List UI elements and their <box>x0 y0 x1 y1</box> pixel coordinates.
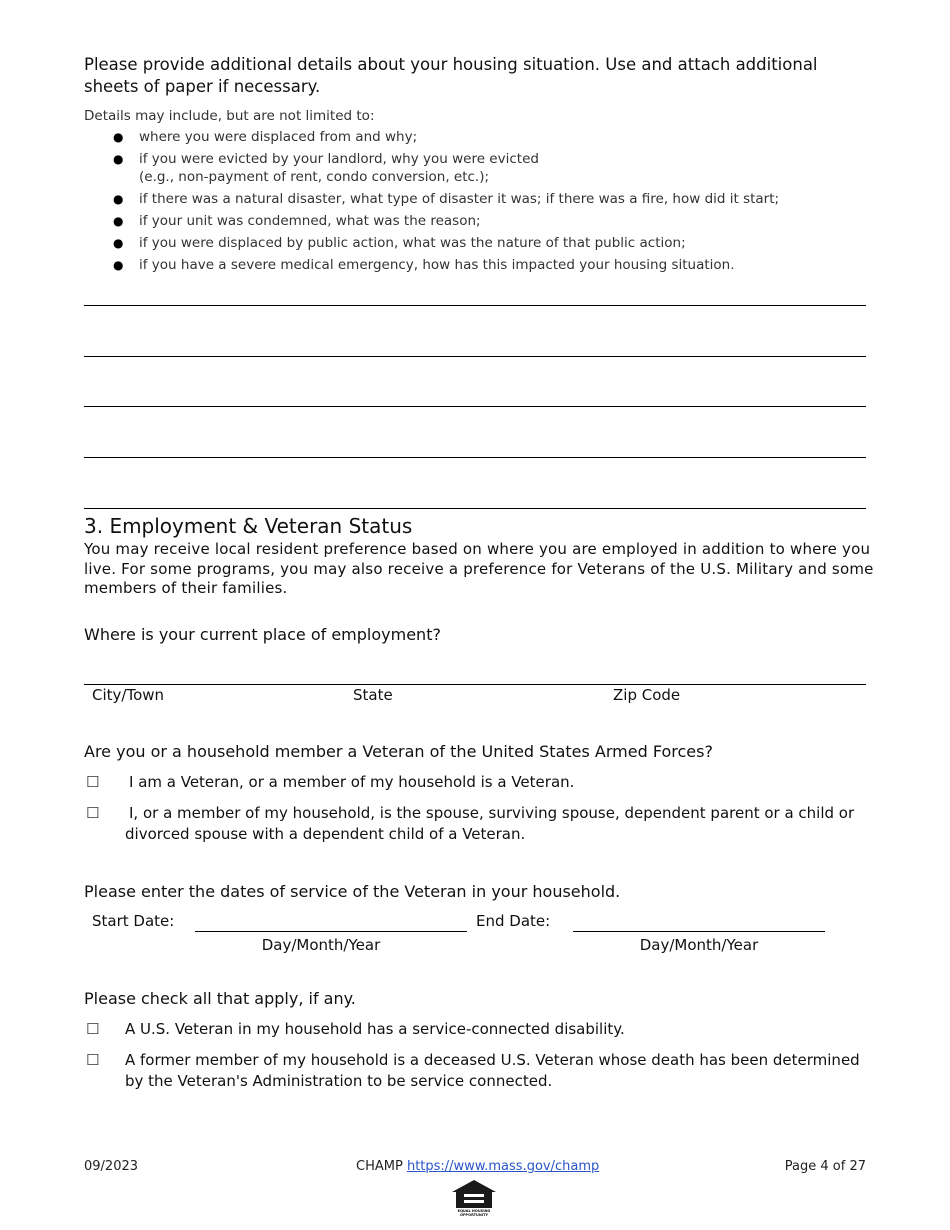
disability-checkbox[interactable]: ☐ <box>86 1020 100 1038</box>
housing-details-heading: Please provide additional details about your housing situation. Use and attach additional sheets of paper if necessary. <box>84 55 818 96</box>
section-title: 3. Employment & Veteran Status <box>84 514 413 538</box>
details-writing-line[interactable] <box>84 508 866 509</box>
list-item: ● if you were evicted by your landlord, why you were evicted (e.g., non-payment of rent, condo conversion, etc.); <box>113 151 539 185</box>
employment-address-field[interactable] <box>84 684 866 685</box>
list-item: ● if there was a natural disaster, what type of disaster it was; if there was a fire, how did it start; <box>113 191 780 207</box>
details-lead: Details may include, but are not limited to: <box>84 108 375 124</box>
employment-question: Where is your current place of employment? <box>84 625 441 644</box>
details-writing-line[interactable] <box>84 356 866 357</box>
end-date-input[interactable] <box>573 931 825 932</box>
footer-date: 09/2023 <box>84 1159 139 1174</box>
list-item: ● if you were displaced by public action, what was the nature of that public action; <box>113 235 686 251</box>
deceased-veteran-option-label: A former member of my household is a deceased U.S. Veteran whose death has been determined by the Veteran's Administration to be service connected. <box>125 1051 860 1090</box>
program-name: CHAMP <box>356 1159 403 1174</box>
check-question: Please check all that apply, if any. <box>84 989 356 1008</box>
logo-caption: EQUAL HOUSING OPPORTUNITY <box>457 1209 491 1217</box>
list-item: ● where you were displaced from and why; <box>113 129 418 145</box>
bullet-icon: ● <box>113 258 124 272</box>
disability-option-label: A U.S. Veteran in my household has a service-connected disability. <box>125 1020 625 1038</box>
veteran-question: Are you or a household member a Veteran of the United States Armed Forces? <box>84 742 713 761</box>
details-bullet-list <box>84 128 884 278</box>
section-description: You may receive local resident preference based on where you are employed in addition to where you live. For some programs, you may also receive a preference for Veterans of the U.S. Military and some members of their families. <box>84 540 874 597</box>
zip-label: Zip Code <box>613 686 681 704</box>
footer-program <box>356 1159 599 1174</box>
start-date-format: Day/Month/Year <box>261 936 381 954</box>
veteran-family-checkbox[interactable]: ☐ <box>86 804 100 822</box>
equal-housing-logo <box>450 1178 498 1218</box>
veteran-family-option-label: I, or a member of my household, is the spouse, surviving spouse, dependent parent or a child or divorced spouse with a dependent child of a Veteran. <box>125 804 855 843</box>
details-writing-line[interactable] <box>84 457 866 458</box>
bullet-icon: ● <box>113 192 124 206</box>
details-writing-line[interactable] <box>84 406 866 407</box>
end-date-label: End Date: <box>476 912 551 930</box>
deceased-veteran-checkbox[interactable]: ☐ <box>86 1051 100 1069</box>
bullet-icon: ● <box>113 214 124 228</box>
veteran-option-label: I am a Veteran, or a member of my household is a Veteran. <box>129 773 575 791</box>
start-date-input[interactable] <box>195 931 467 932</box>
veteran-checkbox[interactable]: ☐ <box>86 773 100 791</box>
state-label: State <box>353 686 393 704</box>
bullet-icon: ● <box>113 130 124 144</box>
bullet-icon: ● <box>113 152 124 166</box>
dates-question: Please enter the dates of service of the Veteran in your household. <box>84 882 621 901</box>
list-item: ● if you have a severe medical emergency, how has this impacted your housing situation. <box>113 257 735 273</box>
bullet-icon: ● <box>113 236 124 250</box>
page-number: Page 4 of 27 <box>784 1159 866 1174</box>
champ-link[interactable]: https://www.mass.gov/champ <box>406 1159 600 1174</box>
details-writing-line[interactable] <box>84 305 866 306</box>
end-date-format: Day/Month/Year <box>639 936 759 954</box>
list-item: ● if your unit was condemned, what was the reason; <box>113 213 481 229</box>
start-date-label: Start Date: <box>92 912 175 930</box>
city-label: City/Town <box>92 686 165 704</box>
